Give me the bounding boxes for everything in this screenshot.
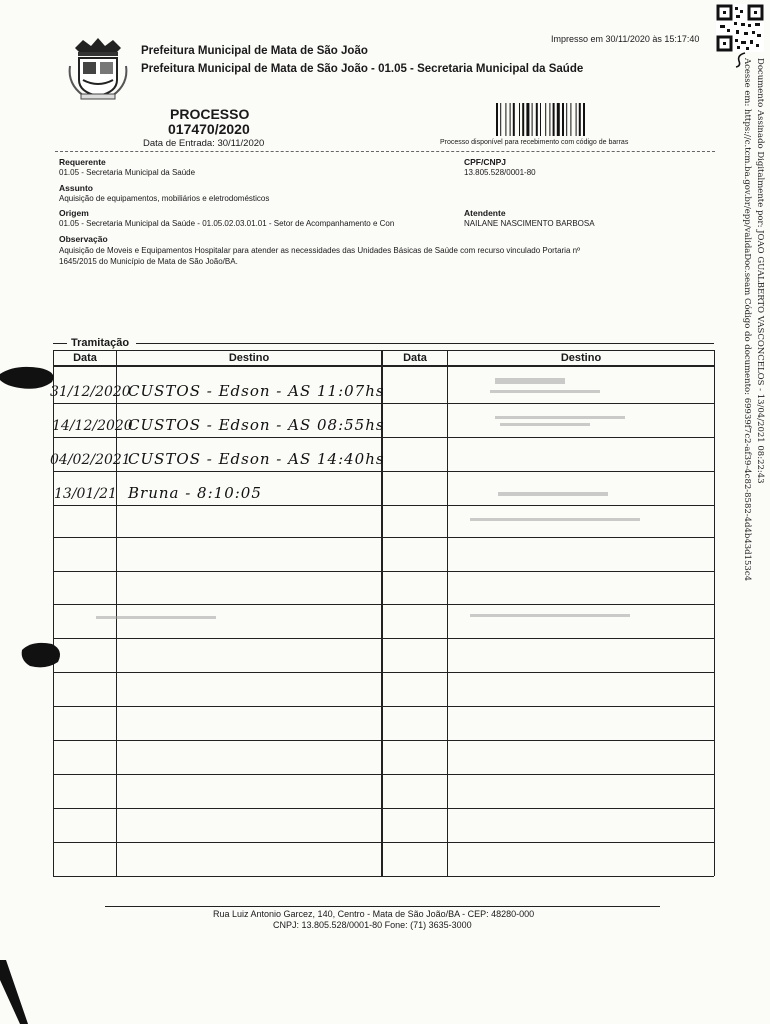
observacao-line2: 1645/2015 do Município de Mata de São João/BA.: [59, 257, 238, 266]
cpf-label: CPF/CNPJ: [464, 157, 507, 167]
printed-timestamp: Impresso em 30/11/2020 às 15:17:40: [551, 34, 700, 44]
header-destino-left: Destino: [228, 352, 270, 364]
requerente-label: Requerente: [59, 157, 106, 167]
scan-edge-mark: [0, 960, 30, 1024]
table-row-destino: CUSTOS - Edson - AS 11:07hs: [128, 382, 385, 400]
requerente-value: 01.05 - Secretaria Municipal da Saúde: [59, 168, 196, 177]
header-data-right: Data: [403, 352, 427, 364]
header-title-line1: Prefeitura Municipal de Mata de São João: [141, 45, 368, 57]
table-row-date: 14/12/2020: [52, 418, 133, 434]
barcode-caption: Processo disponível para recebimento com código de barras: [440, 139, 629, 146]
origem-label: Origem: [59, 208, 89, 218]
assunto-value: Aquisição de equipamentos, mobiliários e eletrodomésticos: [59, 194, 270, 203]
observacao-label: Observação: [59, 234, 108, 244]
table-row-date: 13/01/21: [54, 486, 117, 502]
digital-signature-stamp: Documento Assinado Digitalmente por: JOAO GUALBERTO VASCONCELOS - 13/04/2021 08:22:43: [755, 58, 765, 484]
footer-cnpj: CNPJ: 13.805.528/0001-80 Fone: (71) 3635-3000: [273, 920, 472, 930]
table-row-date: 04/02/2021: [50, 452, 131, 468]
atendente-label: Atendente: [464, 208, 506, 218]
process-number: 017470/2020: [168, 121, 250, 137]
table-row-destino: CUSTOS - Edson - AS 14:40hs: [128, 450, 385, 468]
barcode-image: [495, 103, 609, 136]
atendente-value: NAILANE NASCIMENTO BARBOSA: [464, 219, 595, 228]
header-title-line2: Prefeitura Municipal de Mata de São João - 01.05 - Secretaria Municipal da Saúde: [141, 63, 584, 75]
observacao-line1: Aquisição de Moveis e Equipamentos Hospitalar para atender as necessidades das Unidades Básicas de Saúde com recurso vinculado Portaria nº: [59, 246, 580, 255]
municipal-crest-logo: [67, 36, 129, 102]
table-row-destino: CUSTOS - Edson - AS 08:55hs: [128, 416, 385, 434]
entry-date: Data de Entrada: 30/11/2020: [143, 138, 265, 149]
footer-address: Rua Luiz Antonio Garcez, 140, Centro - Mata de São João/BA - CEP: 48280-000: [213, 909, 535, 919]
header-destino-right: Destino: [560, 352, 602, 364]
scan-blotch: [20, 640, 64, 670]
origem-value: 01.05 - Secretaria Municipal da Saúde - 01.05.02.03.01.01 - Setor de Acompanhamento e Con: [59, 219, 395, 228]
tramitacao-label: Tramitação: [71, 337, 130, 349]
process-label: PROCESSO: [170, 106, 250, 122]
scan-blotch: [0, 364, 60, 392]
document-access-stamp: Acesse em: https://c.tcm.ba.gov.br/epp/validaDoc.seam Código do documento: 69939f7c2-af39-4c82-8582-4d4b43d153c4: [742, 58, 752, 581]
table-row-destino: Bruna - 8:10:05: [128, 484, 262, 502]
qr-code: [716, 4, 764, 52]
cpf-value: 13.805.528/0001-80: [464, 168, 536, 177]
header-data-left: Data: [73, 352, 97, 364]
assunto-label: Assunto: [59, 183, 93, 193]
table-row-date: 31/12/2020: [50, 384, 131, 400]
